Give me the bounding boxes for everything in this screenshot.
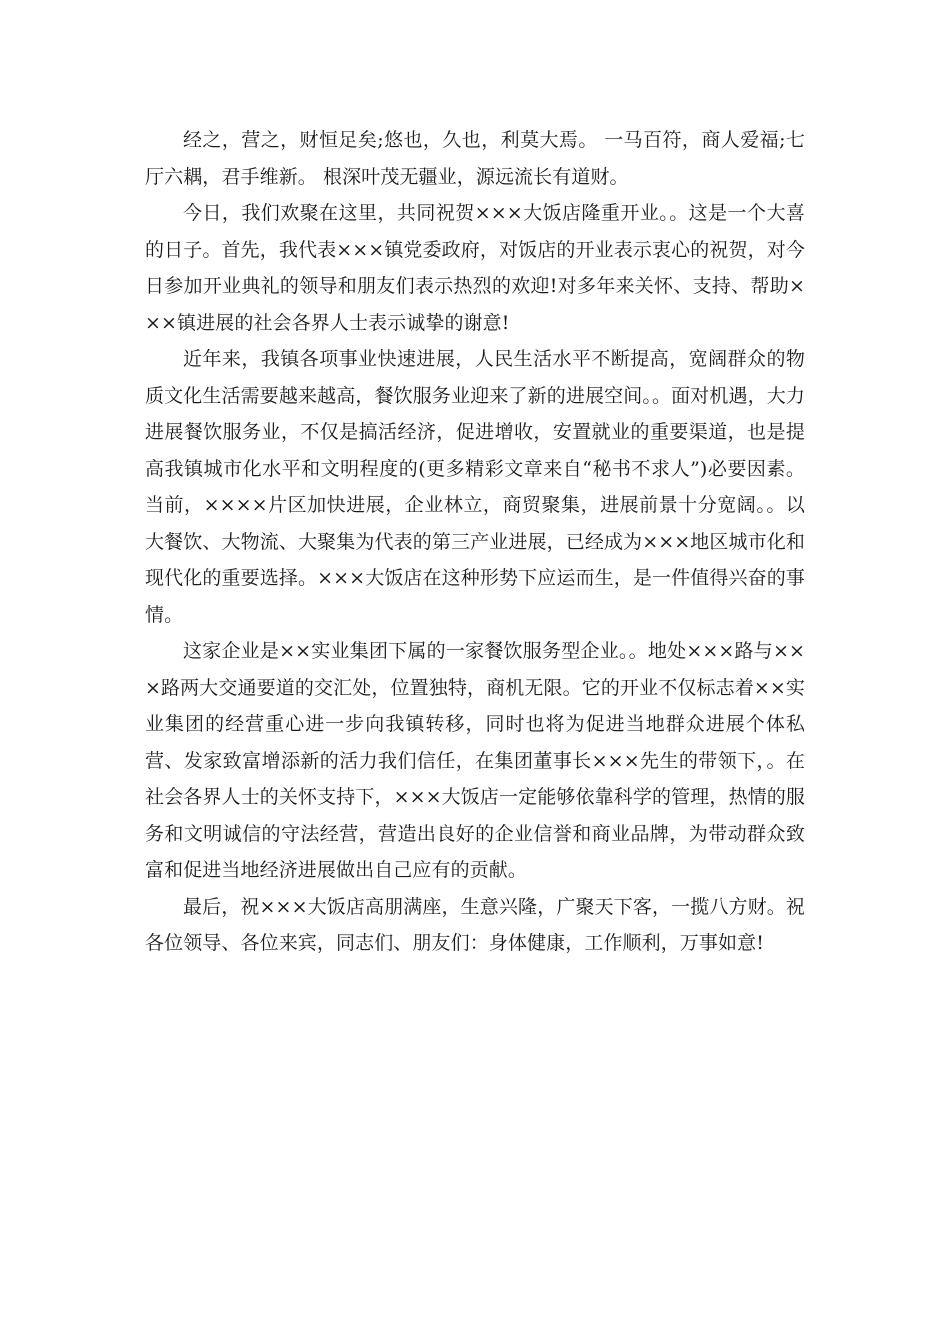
paragraph-greeting: 今日，我们欢聚在这里，共同祝贺×××大饭店隆重开业。。这是一个大喜的日子。首先，我代表×××镇党委政府，对饭店的开业表示衷心的祝贺，对今日参加开业典礼的领导和朋友们表示热烈的欢迎!对多年来关怀、支持、帮助×××镇进展的社会各界人士表示诚挚的谢意! (145, 202, 805, 334)
paragraph-opening-couplets: 经之，营之，财恒足矣;悠也，久也，利莫大焉。 一马百符，商人爱福;七厅六耦，君手维新。 根深叶茂无疆业，源远流长有道财。 (145, 129, 805, 188)
paragraph-closing-wishes: 最后，祝×××大饭店高朋满座，生意兴隆，广聚天下客，一揽八方财。祝各位领导、各位来宾，同志们、朋友们：身体健康，工作顺利，万事如意! (145, 895, 805, 954)
paragraph-enterprise: 这家企业是××实业集团下属的一家餐饮服务型企业。。地处×××路与×××路两大交通要道的交汇处，位置独特，商机无限。它的开业不仅标志着××实业集团的经营重心进一步向我镇转移，同时也将为促进当地群众进展个体私营、发家致富增添新的活力我们信任，在集团董事长×××先生的带领下，。在社会各界人士的关怀支持下，×××大饭店一定能够依靠科学的管理，热情的服务和文明诚信的守法经营，营造出良好的企业信誉和商业品牌，为带动群众致富和促进当地经济进展做出自己应有的贡献。 (145, 640, 805, 881)
document-body (145, 122, 805, 962)
paragraph-development: 近年来，我镇各项事业快速进展，人民生活水平不断提高，宽阔群众的物质文化生活需要越来越高，餐饮服务业迎来了新的进展空间。。面对机遇，大力进展餐饮服务业，不仅是搞活经济，促进增收，安置就业的重要渠道，也是提高我镇城市化水平和文明程度的(更多精彩文章来自“秘书不求人”)必要因素。当前，××××片区加快进展，企业林立，商贸聚集，进展前景十分宽阔。。以大餐饮、大物流、大聚集为代表的第三产业进展，已经成为×××地区城市化和现代化的重要选择。×××大饭店在这种形势下应运而生，是一件值得兴奋的事情。 (145, 348, 805, 626)
